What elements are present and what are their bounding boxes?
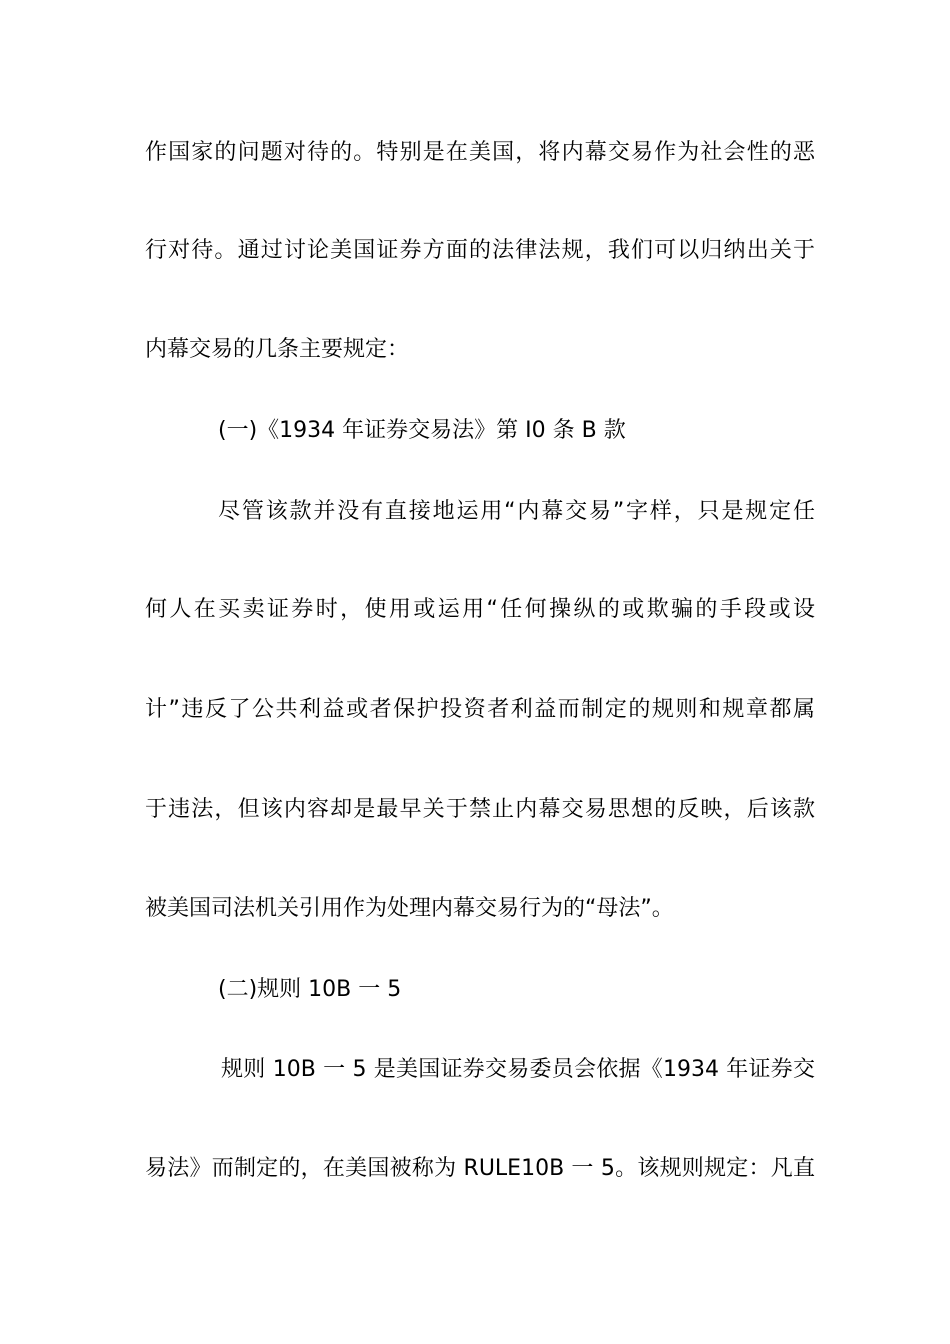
- paragraph-line: 内幕交易的几条主要规定：: [145, 337, 410, 362]
- paragraph-line: 尽管该款并没有直接地运用“内幕交易”字样，只是规定任: [218, 499, 815, 524]
- section-heading: (二)规则 10B 一 5: [218, 977, 402, 1002]
- paragraph-line: 被美国司法机关引用作为处理内幕交易行为的“母法”。: [145, 896, 674, 921]
- paragraph-line: 计”违反了公共利益或者保护投资者利益而制定的规则和规章都属: [145, 697, 815, 722]
- paragraph-line: 何人在买卖证券时，使用或运用“任何操纵的或欺骗的手段或设: [145, 597, 815, 622]
- paragraph-line: 规则 10B 一 5 是美国证券交易委员会依据《1934 年证券交: [221, 1057, 815, 1082]
- paragraph-line: 于违法，但该内容却是最早关于禁止内幕交易思想的反映，后该款: [145, 797, 815, 822]
- paragraph-line: 易法》而制定的，在美国被称为 RULE10B 一 5。该规则规定：凡直: [145, 1156, 815, 1181]
- paragraph-line: 作国家的问题对待的。特别是在美国，将内幕交易作为社会性的恶: [145, 140, 815, 165]
- paragraph-line: 行对待。通过讨论美国证券方面的法律法规，我们可以归纳出关于: [145, 238, 815, 263]
- section-heading: (一)《1934 年证券交易法》第 I0 条 B 款: [218, 418, 626, 443]
